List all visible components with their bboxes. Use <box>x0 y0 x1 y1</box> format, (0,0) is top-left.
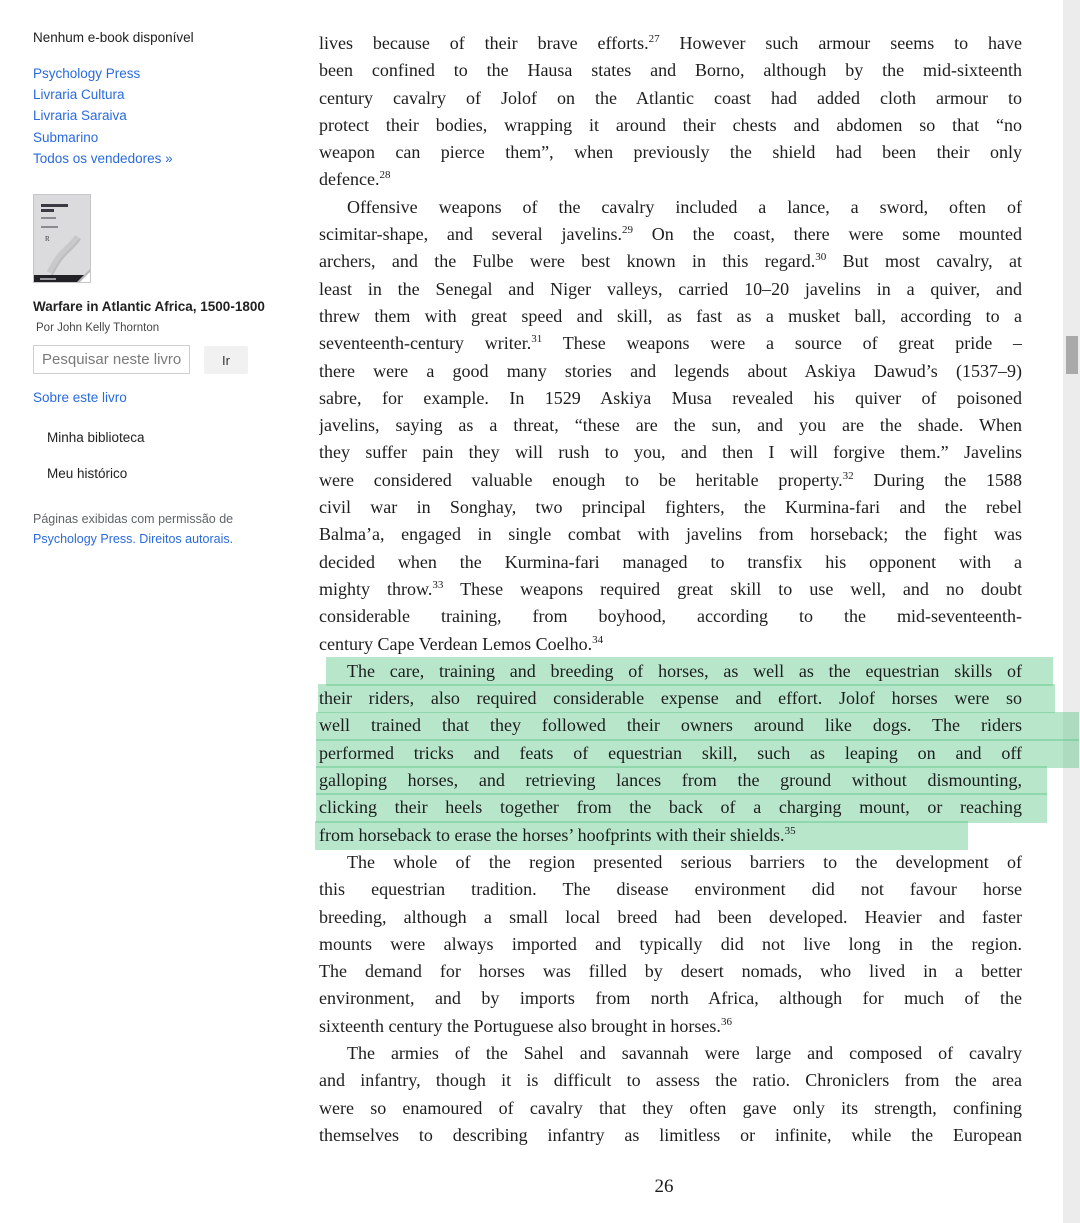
text-line: Offensive weapons of the cavalry included a lance, a sword, often of <box>347 196 1022 217</box>
text-line: The demand for horses was filled by desert nomads, who lived in a better <box>319 961 1022 982</box>
text-line: century cavalry of Jolof on the Atlantic coast had added cloth armour to <box>319 87 1022 108</box>
text-line: breeding, although a small local breed had been developed. Heavier and faster <box>319 906 1022 927</box>
book-title: Warfare in Atlantic Africa, 1500-1800 <box>33 299 265 314</box>
text-line: sabre, for example. In 1529 Askiya Musa revealed his quiver of poisoned <box>319 387 1022 408</box>
seller-link-livraria-cultura[interactable]: Livraria Cultura <box>33 87 125 102</box>
cover-page-curl <box>80 272 90 282</box>
my-history-link[interactable]: Meu histórico <box>47 466 128 481</box>
text-line: sixteenth century the Portuguese also brought in horses.$^{36}$ <box>319 1015 732 1036</box>
text-line: their riders, also required considerable expense and effort. Jolof horses were so <box>319 688 1022 709</box>
text-line: lives because of their brave efforts.$^{27}$ However such armour seems to have <box>319 33 1022 53</box>
seller-link-all-sellers[interactable]: Todos os vendedores » <box>33 151 173 166</box>
text-line: were so enamoured of cavalry that they often gave only its strength, confining <box>319 1097 1022 1118</box>
seller-link-livraria-saraiva[interactable]: Livraria Saraiva <box>33 108 127 123</box>
text-line: from horseback to erase the horses’ hoofprints with their shields.$^{35}$ <box>319 824 796 845</box>
text-line: scimitar-shape, and several javelins.$^{29}$ On the coast, there were some mounted <box>319 224 1022 245</box>
text-line: this equestrian tradition. The disease environment did not favour horse <box>319 879 1022 900</box>
text-line: considerable training, from boyhood, according to the mid-seventeenth- <box>319 606 1022 627</box>
text-line: century Cape Verdean Lemos Coelho.$^{34}$ <box>319 633 604 654</box>
scrollbar-thumb[interactable] <box>1066 336 1078 374</box>
book-author: Por John Kelly Thornton <box>36 322 160 334</box>
text-line: there were a good many stories and legends about Askiya Dawud’s (1537–9) <box>319 360 1022 381</box>
text-line: Balma’a, engaged in single combat with javelins from horseback; the fight was <box>319 524 1022 545</box>
text-line: javelins, saying as a threat, “these are the sun, and you are the shade. When <box>319 415 1022 436</box>
text-line: defence.$^{28}$ <box>319 169 391 190</box>
my-library-link[interactable]: Minha biblioteca <box>47 430 145 445</box>
scrollbar-track[interactable] <box>1063 0 1080 1223</box>
text-line: performed tricks and feats of equestrian skill, such as leaping on and off <box>319 742 1022 763</box>
text-line: The care, training and breeding of horses, as well as the equestrian skills of <box>347 660 1022 681</box>
page-text <box>319 30 1022 1149</box>
text-line: mighty throw.$^{33}$ These weapons required great skill to use well, and no doubt <box>319 578 1022 599</box>
text-line: mounts were always imported and typically did not live long in the region. <box>319 933 1022 954</box>
text-line: decided when the Kurmina-fari managed to transfix his opponent with a <box>319 551 1022 572</box>
page-number: 26 <box>654 1176 674 1197</box>
text-line: The armies of the Sahel and savannah were large and composed of cavalry <box>347 1042 1022 1063</box>
text-line: least in the Senegal and Niger valleys, carried 10–20 javelins in a quiver, and <box>319 278 1022 299</box>
text-line: well trained that they followed their owners around like dogs. The riders <box>319 715 1022 736</box>
text-line: archers, and the Fulbe were best known in this regard.$^{30}$ But most cavalry, at <box>319 251 1022 272</box>
publisher-copyright-link[interactable]: Psychology Press. Direitos autorais. <box>33 532 234 546</box>
search-in-book-input[interactable] <box>33 345 190 374</box>
text-line: weapon can pierce them”, when previously the shield had been their only <box>319 142 1022 163</box>
text-line: been confined to the Hausa states and Borno, although by the mid-sixteenth <box>319 60 1022 81</box>
text-line: and infantry, though it is difficult to assess the ratio. Chroniclers from the area <box>319 1070 1022 1091</box>
search-go-button[interactable]: Ir <box>204 346 248 374</box>
ebook-availability-label: Nenhum e-book disponível <box>33 30 194 45</box>
text-line: clicking their heels together from the back of a charging mount, or reaching <box>319 797 1022 818</box>
text-line: seventeenth-century writer.$^{31}$ These weapons were a source of great pride – <box>319 333 1022 354</box>
seller-link-psychology-press[interactable]: Psychology Press <box>33 66 141 81</box>
cover-publisher-mark: R <box>45 235 50 243</box>
text-line: The whole of the region presented serious barriers to the development of <box>347 851 1022 872</box>
text-line: civil war in Songhay, two principal fighters, the Kurmina-fari and the rebel <box>319 497 1022 518</box>
text-line: environment, and by imports from north Africa, although for much of the <box>319 988 1022 1009</box>
book-cover-thumbnail[interactable] <box>33 194 91 283</box>
text-line: themselves to describing infantry as limitless or infinite, while the European <box>319 1124 1022 1145</box>
text-line: threw them with great speed and skill, as fast as a musket ball, according to a <box>319 305 1022 326</box>
about-this-book-link[interactable]: Sobre este livro <box>33 390 127 405</box>
text-line: were considered valuable enough to be heritable property.$^{32}$ During the 1588 <box>319 469 1022 490</box>
seller-link-submarino[interactable]: Submarino <box>33 130 99 145</box>
text-line: galloping horses, and retrieving lances from the ground without dismounting, <box>319 770 1022 791</box>
pages-permission-text: Páginas exibidas com permissão de <box>33 512 234 526</box>
text-line: protect their bodies, wrapping it around their chests and abdomen so that “no <box>319 114 1022 135</box>
text-line: they suffer pain they will rush to you, and then I will forgive them.” Javelins <box>319 442 1022 463</box>
